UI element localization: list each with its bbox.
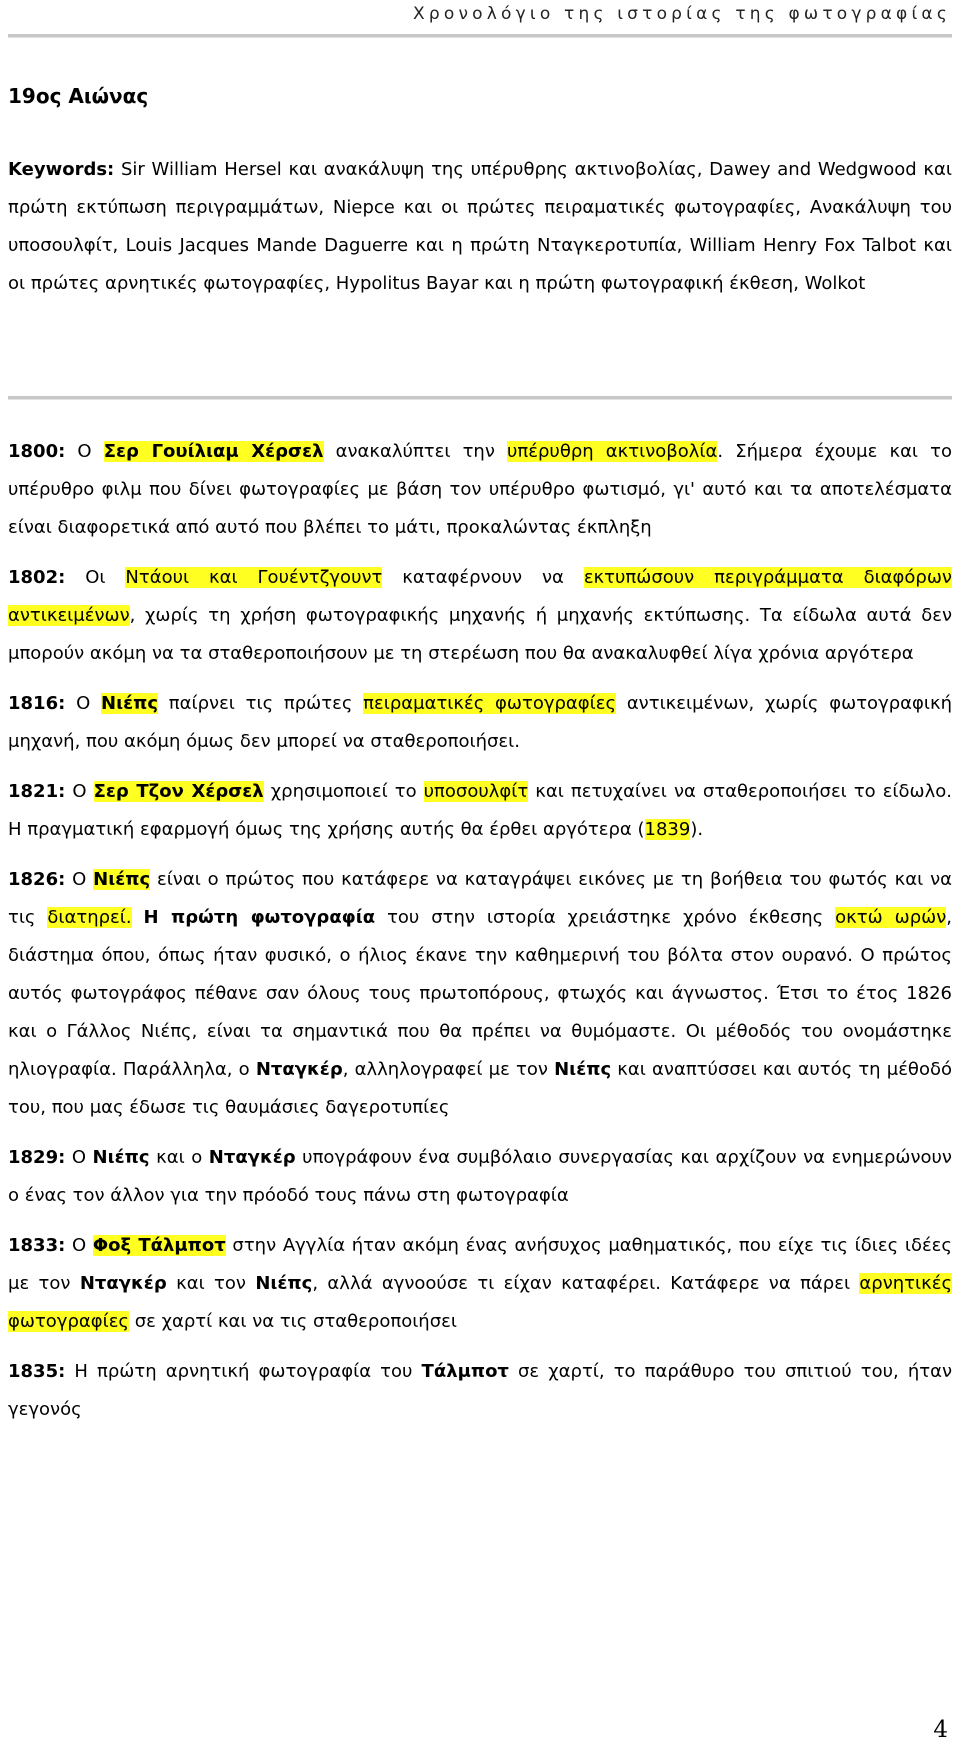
highlighted-term: οκτώ ωρών [835,907,947,928]
entry-text: ). [690,819,704,840]
highlighted-term: υπέρυθρη ακτινοβολία [507,441,718,462]
timeline-entry-1835 [8,1353,952,1429]
entry-year: 1835: [8,1361,66,1382]
entry-text: Ο [65,1235,93,1256]
highlighted-term: πειραματικές φωτογραφίες [363,693,617,714]
entry-text: και ο [149,1147,209,1168]
entry-text: είναι ο πρώτος που κατάφερε να καταγράψει εικόνες με τη βοήθεια του φωτός και να τις [8,869,952,928]
timeline-entry-1800 [8,433,952,547]
entry-text: Η πρώτη αρνητική φωτογραφία του [65,1361,422,1382]
entry-text: αντικειμένων, χωρίς φωτογραφική μηχανή, που ακόμη όμως δεν μπορεί να σταθεροποιήσει. [8,693,952,752]
bold-name: Τάλμποτ [421,1361,509,1382]
bold-name: Νιέπς [255,1273,313,1294]
entry-year: 1829: [8,1147,66,1168]
keywords-text: Sir William Hersel και ανακάλυψη της υπέρυθρης ακτινοβολίας, Dawey and Wedgwood και πρώτη εκτύπωση περιγραμμάτων, Niepce και οι πρώτες πειραματικές φωτογραφίες, Ανακάλυψη του υποσουλφίτ, Louis Jacques Mande Daguerre και η πρώτη Νταγκεροτυπία, William Henry Fox Talbot και οι πρώτες αρνητικές φωτογραφίες, Hypolitus Bayar και η πρώτη φωτογραφική έκθεση, Wolkot [8,159,952,294]
keywords-paragraph [8,151,952,303]
entry-text: και τον [166,1273,256,1294]
section-title: 19ος Αιώνας [8,84,149,108]
page-number: 4 [933,1717,948,1743]
running-header-title: Χρονολόγιο της ιστορίας της φωτογραφίας [413,4,951,24]
entry-text: Ο [65,1147,93,1168]
entry-text: σε χαρτί, το παράθυρο του σπιτιού του, ήταν γεγονός [8,1361,952,1420]
entry-text: και αναπτύσσει και αυτός τη μέθοδό του, που μας έδωσε τις θαυμάσιες δαγεροτυπίες [8,1059,952,1118]
entry-text: καταφέρνουν να [382,567,584,588]
entry-year: 1833: [8,1235,66,1256]
timeline-entry-1821 [8,773,952,849]
entry-text: , χωρίς τη χρήση φωτογραφικής μηχανής ή μηχανής εκτύπωσης. Τα είδωλα αυτά δεν μπορούν ακόμη να τα σταθεροποιήσουν με τη στερέωση που θα ανακαλυφθεί λίγα χρόνια αργότερα [8,605,952,664]
highlighted-term: αρνητικές φωτογραφίες [8,1273,953,1332]
keywords-label: Keywords: [8,159,115,180]
entry-text: Οι [65,567,126,588]
entry-text: ανακαλύπτει την [323,441,507,462]
entry-text: στην Αγγλία ήταν ακόμη ένας ανήσυχος μαθηματικός, που είχε τις ίδιες ιδέες με τον [8,1235,952,1294]
timeline-entry-1833 [8,1227,952,1341]
timeline-entry-1826 [8,861,952,1127]
bold-term: Η πρώτη φωτογραφία [143,907,376,928]
entry-text: υπογράφουν ένα συμβόλαιο συνεργασίας και αρχίζουν να ενημερώνουν ο ένας τον άλλον για την πρόοδό τους πάνω στη φωτογραφία [8,1147,952,1206]
entry-text: . Σήμερα έχουμε και το υπέρυθρο φιλμ που δίνει φωτογραφίες με βάση τον υπέρυθρο φωτισμό, γι' αυτό και τα αποτελέσματα είναι διαφορετικά από αυτό που βλέπει το μάτι, προκαλώντας έκπληξη [8,441,952,538]
entry-text: Ο [65,781,94,802]
highlighted-name: Σερ Γουίλιαμ Χέρσελ [103,441,324,462]
entry-year: 1826: [8,869,66,890]
entry-text: του στην ιστορία χρειάστηκε χρόνο έκθεσης [375,907,836,928]
section-divider [8,396,952,400]
entry-text: και πετυχαίνει να σταθεροποιήσει το είδωλο. Η πραγματική εφαρμογή όμως της χρήσης αυτής θα έρθει αργότερα ( [8,781,953,840]
entry-text: Ο [65,441,104,462]
entry-year: 1800: [8,441,66,462]
bold-name: Νιέπς [92,1147,150,1168]
timeline-entry-1816 [8,685,952,761]
highlighted-name: Φοξ Τάλμποτ [92,1235,226,1256]
bold-name: Νταγκέρ [79,1273,167,1294]
highlighted-name: Νιέπς [101,693,159,714]
header-divider [8,34,952,38]
timeline-entry-1802 [8,559,952,673]
entry-text: , αλλά αγνοούσε τι είχαν καταφέρει. Κατάφερε να πάρει [312,1273,860,1294]
bold-name: Νιέπς [554,1059,612,1080]
timeline-body [8,433,952,1441]
entry-year: 1816: [8,693,66,714]
entry-text: , αλληλογραφεί με τον [342,1059,555,1080]
highlighted-year: 1839 [644,819,691,840]
entry-text: χρησιμοποιεί το [263,781,424,802]
entry-text: Ο [65,869,94,890]
entry-text: Ο [65,693,102,714]
bold-name: Νταγκέρ [255,1059,343,1080]
entry-text [132,907,144,928]
entry-text: , διάστημα όπου, όπως ήταν φυσικό, ο ήλιος έκανε την καθημερινή του βόλτα στον ουρανό. Ο πρώτος αυτός φωτογράφος πέθανε σαν όλους τους πρωτοπόρους, φτωχός και άγνωστος. Έτσι το έτος 1826 και ο Γάλλος Νιέπς, είναι τα σημαντικά που θα πρέπει να θυμόμαστε. Οι μέθοδός του ονομάστηκε ηλιογραφία. Παράλληλα, ο [8,907,952,1080]
highlighted-term: υποσουλφίτ [423,781,529,802]
highlighted-name: Ντάουι και Γουέντζγουντ [125,567,383,588]
entry-text: σε χαρτί και να τις σταθεροποιήσει [129,1311,457,1332]
bold-name: Νταγκέρ [208,1147,296,1168]
entry-year: 1802: [8,567,66,588]
highlighted-name: Νιέπς [93,869,151,890]
highlighted-term: διατηρεί. [47,907,132,928]
highlighted-term: εκτυπώσουν περιγράμματα διαφόρων αντικειμένων [8,567,952,626]
highlighted-name: Σερ Τζον Χέρσελ [93,781,264,802]
entry-text: παίρνει τις πρώτες [158,693,364,714]
timeline-entry-1829 [8,1139,952,1215]
entry-year: 1821: [8,781,66,802]
